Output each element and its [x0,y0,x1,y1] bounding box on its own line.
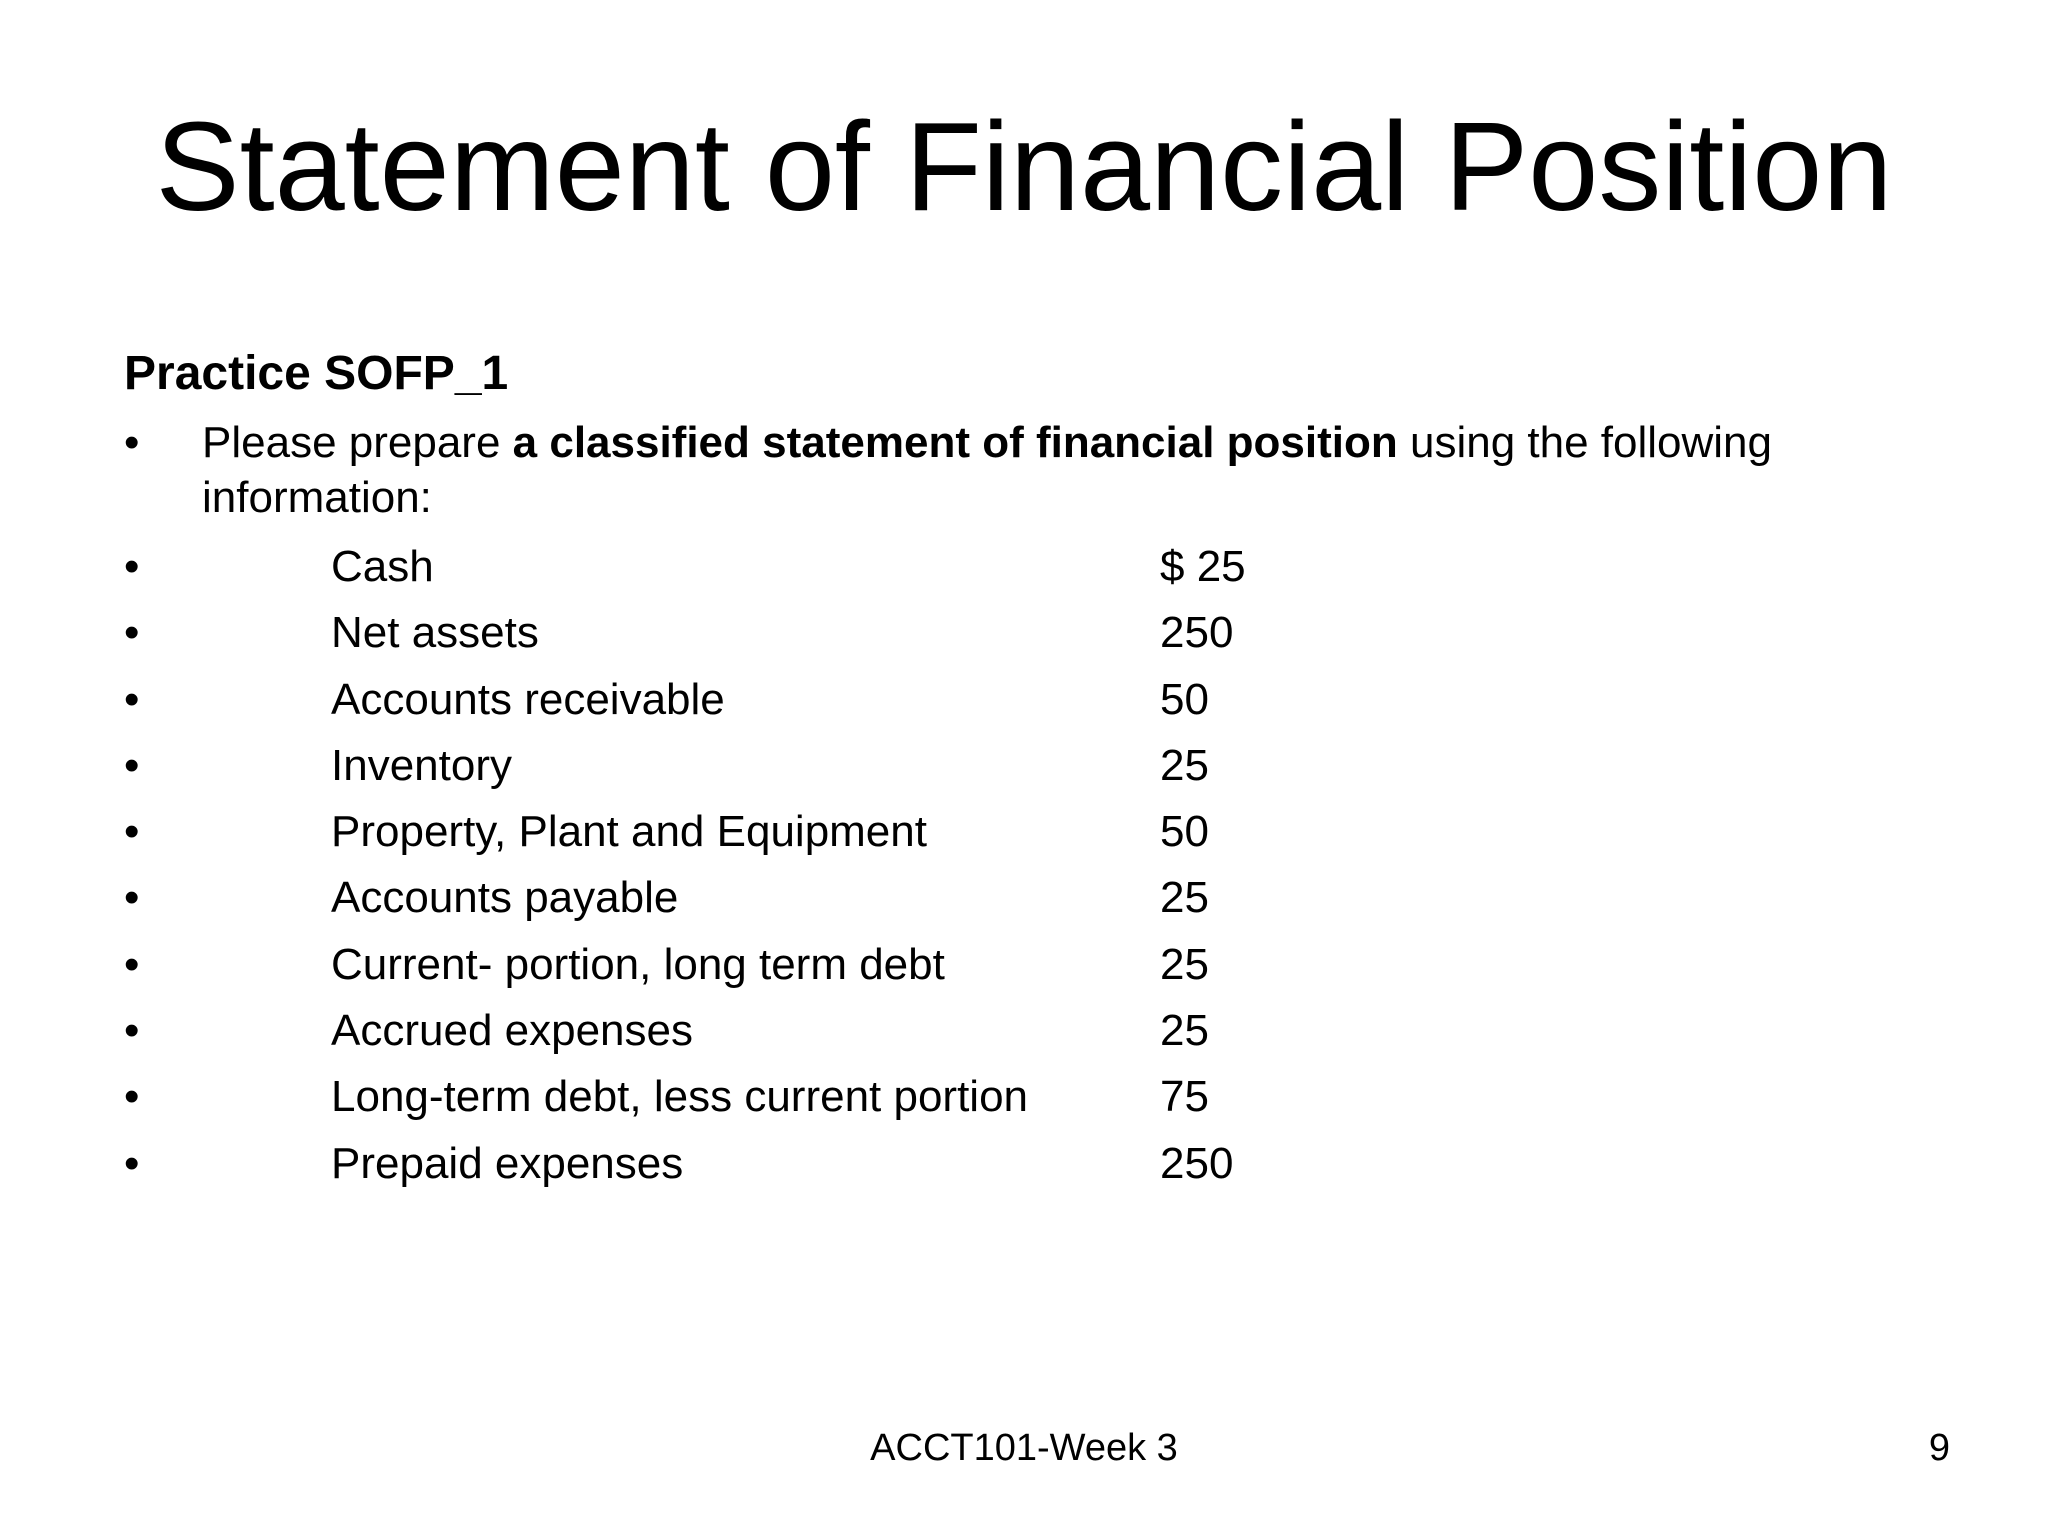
footer-course: ACCT101-Week 3 [870,1427,1178,1469]
bullet-marker: • [124,542,140,591]
account-item [124,670,1524,736]
account-label: Accounts payable [331,873,679,923]
account-item [124,603,1524,669]
account-amount: 25 [1160,1006,1209,1056]
bullet-marker: • [124,418,140,467]
page-number: 9 [1928,1427,1950,1469]
account-label: Prepaid expenses [331,1138,684,1188]
bullet-marker: • [124,674,140,724]
bullet-marker: • [124,1006,140,1056]
bullet-marker: • [124,1072,140,1122]
account-item [124,736,1524,802]
account-list [124,537,1524,1200]
bullet-marker: • [124,1138,140,1188]
practice-heading: Practice SOFP_1 [124,347,509,400]
intro-line-1 [202,415,1962,470]
intro-line-2: information: [202,473,432,522]
account-label: Accrued expenses [331,1006,693,1056]
intro-text-start: Please prepare [202,418,513,467]
account-amount: 250 [1160,1138,1234,1188]
account-label: Accounts receivable [331,674,725,724]
account-item [124,1134,1524,1200]
account-item [124,537,1524,603]
account-amount: 50 [1160,674,1209,724]
slide-title: Statement of Financial Position [155,96,1893,237]
account-item [124,1067,1524,1133]
bullet-marker: • [124,873,140,923]
bullet-marker: • [124,807,140,857]
intro-text-bold: a classified statement of financial position [512,418,1398,467]
intro-text [202,415,1962,525]
account-label: Inventory [331,740,512,790]
intro-text-end: using the following [1397,418,1772,467]
account-item [124,1001,1524,1067]
account-label: Current- portion, long term debt [331,939,945,989]
account-label: Property, Plant and Equipment [331,807,927,857]
account-amount: 50 [1160,807,1209,857]
bullet-marker: • [124,939,140,989]
account-label: Cash [331,542,434,591]
account-amount: 25 [1160,873,1209,923]
account-amount: 25 [1160,939,1209,989]
bullet-marker: • [124,740,140,790]
account-amount: 75 [1160,1072,1209,1122]
account-amount: 25 [1160,740,1209,790]
account-label: Net assets [331,608,539,658]
account-item [124,802,1524,868]
account-amount: 250 [1160,608,1234,658]
account-item [124,868,1524,934]
account-label: Long-term debt, less current portion [331,1072,1029,1122]
account-amount: $ 25 [1160,542,1246,591]
bullet-marker: • [124,608,140,658]
account-item [124,935,1524,1001]
